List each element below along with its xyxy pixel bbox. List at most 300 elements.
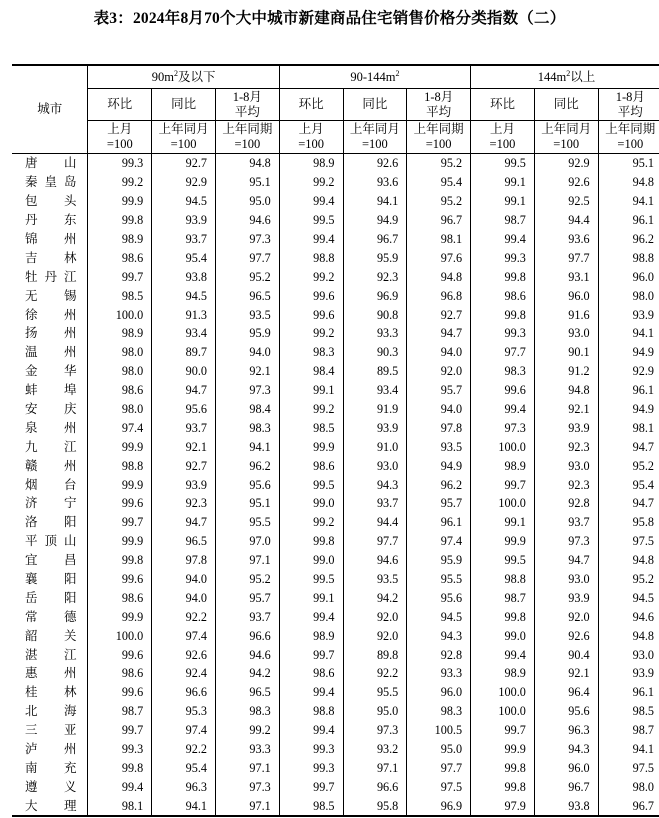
index-value-cell: 99.4: [279, 607, 343, 626]
index-value-cell: 94.3: [534, 740, 598, 759]
city-char: 东: [64, 212, 77, 228]
base-period-header: 上年同期 =100: [407, 121, 471, 154]
city-char: 徐: [25, 306, 38, 322]
index-value-cell: 96.7: [407, 211, 471, 230]
index-value-cell: 90.4: [534, 645, 598, 664]
table-row: [12, 154, 659, 173]
index-value-cell: 94.8: [215, 154, 279, 173]
index-value-cell: 99.0: [279, 494, 343, 513]
index-value-cell: 99.2: [279, 400, 343, 419]
city-char: [45, 211, 58, 229]
index-value-cell: 93.7: [152, 230, 216, 249]
city-char: 锡: [64, 287, 77, 303]
index-value-cell: 94.7: [152, 513, 216, 532]
index-value-cell: 99.3: [471, 324, 535, 343]
city-char: [45, 438, 58, 456]
index-value-cell: 94.7: [152, 381, 216, 400]
index-value-cell: 95.2: [598, 570, 659, 589]
city-cell: [12, 664, 88, 683]
city-char: [45, 230, 58, 248]
index-value-cell: 98.8: [279, 248, 343, 267]
table-row: [12, 532, 659, 551]
table-row: [12, 230, 659, 249]
city-cell: [12, 267, 88, 286]
city-char: 昌: [64, 552, 77, 568]
index-value-cell: 94.0: [152, 570, 216, 589]
city-char: [45, 627, 58, 645]
index-value-cell: 97.3: [343, 721, 407, 740]
index-value-cell: 92.8: [407, 645, 471, 664]
city-char: 江: [64, 646, 77, 662]
index-value-cell: 98.3: [215, 702, 279, 721]
city-char: 安: [25, 401, 38, 417]
index-value-cell: 96.0: [534, 286, 598, 305]
city-char: 江: [64, 268, 77, 284]
city-char: [45, 570, 58, 588]
index-value-cell: 93.5: [215, 305, 279, 324]
index-value-cell: 98.9: [88, 230, 152, 249]
index-value-cell: 96.3: [152, 777, 216, 796]
index-value-cell: 94.1: [598, 740, 659, 759]
index-value-cell: 95.0: [407, 740, 471, 759]
index-value-cell: 92.0: [343, 607, 407, 626]
index-value-cell: 97.1: [215, 551, 279, 570]
index-value-cell: 95.9: [407, 551, 471, 570]
index-value-cell: 95.4: [407, 173, 471, 192]
city-char: [45, 551, 58, 569]
city-cell: [12, 532, 88, 551]
index-value-cell: 94.0: [407, 343, 471, 362]
city-char: 州: [64, 344, 77, 360]
index-value-cell: 94.0: [407, 400, 471, 419]
city-char: 九: [25, 438, 38, 454]
metric-header: 环比: [471, 89, 535, 121]
metric-header: 同比: [534, 89, 598, 121]
index-value-cell: 92.1: [534, 400, 598, 419]
index-value-cell: 97.7: [343, 532, 407, 551]
index-value-cell: 94.7: [598, 494, 659, 513]
index-value-cell: 96.9: [343, 286, 407, 305]
index-value-cell: 96.9: [407, 796, 471, 816]
city-cell: [12, 400, 88, 419]
index-value-cell: 95.9: [215, 324, 279, 343]
metric-header: 1-8月 平均: [215, 89, 279, 121]
index-value-cell: 94.8: [407, 267, 471, 286]
index-value-cell: 93.9: [598, 305, 659, 324]
city-char: 惠: [25, 665, 38, 681]
index-value-cell: 98.0: [88, 343, 152, 362]
city-char: 泉: [25, 419, 38, 435]
index-value-cell: 98.5: [88, 286, 152, 305]
city-char: 三: [25, 722, 38, 738]
index-value-cell: 93.7: [343, 494, 407, 513]
city-cell: [12, 248, 88, 267]
index-value-cell: 99.7: [88, 267, 152, 286]
index-value-cell: 98.9: [279, 626, 343, 645]
index-value-cell: 95.1: [215, 494, 279, 513]
index-value-cell: 95.5: [407, 570, 471, 589]
index-value-cell: 99.7: [279, 777, 343, 796]
table-row: [12, 418, 659, 437]
city-char: 德: [64, 608, 77, 624]
index-value-cell: 99.0: [279, 551, 343, 570]
city-cell: [12, 418, 88, 437]
index-value-cell: 99.2: [88, 173, 152, 192]
city-char: 北: [25, 703, 38, 719]
index-value-cell: 93.1: [534, 267, 598, 286]
index-value-cell: 93.3: [343, 324, 407, 343]
index-value-cell: 97.8: [152, 551, 216, 570]
index-value-cell: 95.3: [152, 702, 216, 721]
city-char: 阳: [64, 514, 77, 530]
index-value-cell: 92.1: [152, 437, 216, 456]
index-value-cell: 99.8: [471, 267, 535, 286]
index-value-cell: 97.1: [215, 796, 279, 816]
table-row: [12, 588, 659, 607]
index-value-cell: 97.8: [407, 418, 471, 437]
city-char: 亚: [64, 722, 77, 738]
table-row: [12, 456, 659, 475]
index-value-cell: 93.5: [407, 437, 471, 456]
index-value-cell: 94.6: [215, 211, 279, 230]
index-value-cell: 94.2: [343, 588, 407, 607]
index-value-cell: 99.7: [471, 721, 535, 740]
index-value-cell: 94.6: [215, 645, 279, 664]
table-row: [12, 702, 659, 721]
city-char: 埠: [64, 382, 77, 398]
metric-header: 同比: [343, 89, 407, 121]
index-value-cell: 97.3: [471, 418, 535, 437]
index-value-cell: 100.0: [471, 683, 535, 702]
index-value-cell: 99.2: [279, 267, 343, 286]
index-value-cell: 99.2: [279, 324, 343, 343]
city-char: 理: [64, 797, 77, 813]
table-row: [12, 267, 659, 286]
index-value-cell: 99.5: [279, 211, 343, 230]
index-value-cell: 99.6: [88, 683, 152, 702]
city-char: 大: [25, 797, 38, 813]
city-char: 秦: [25, 174, 38, 190]
index-value-cell: 96.6: [343, 777, 407, 796]
index-value-cell: 98.7: [598, 721, 659, 740]
city-char: [45, 457, 58, 475]
index-value-cell: 97.7: [534, 248, 598, 267]
index-value-cell: 94.1: [598, 192, 659, 211]
index-value-cell: 93.9: [534, 418, 598, 437]
index-value-cell: 99.9: [88, 475, 152, 494]
table-row: [12, 437, 659, 456]
index-value-cell: 93.9: [343, 418, 407, 437]
city-cell: [12, 456, 88, 475]
index-value-cell: 98.0: [598, 286, 659, 305]
table-row: [12, 777, 659, 796]
index-value-cell: 97.7: [471, 343, 535, 362]
table-row: [12, 343, 659, 362]
index-value-cell: 96.1: [598, 381, 659, 400]
index-value-cell: 97.5: [407, 777, 471, 796]
index-value-cell: 99.3: [88, 154, 152, 173]
index-value-cell: 99.6: [88, 570, 152, 589]
index-value-cell: 99.9: [471, 532, 535, 551]
city-cell: [12, 570, 88, 589]
index-value-cell: 89.7: [152, 343, 216, 362]
index-value-cell: 97.1: [343, 759, 407, 778]
index-value-cell: 92.0: [534, 607, 598, 626]
index-value-cell: 99.1: [279, 588, 343, 607]
city-char: [45, 664, 58, 682]
index-value-cell: 94.9: [598, 400, 659, 419]
city-cell: [12, 740, 88, 759]
index-value-cell: 94.1: [152, 796, 216, 816]
metric-header: 1-8月 平均: [598, 89, 659, 121]
index-value-cell: 94.4: [534, 211, 598, 230]
index-value-cell: 95.6: [215, 475, 279, 494]
city-cell: [12, 362, 88, 381]
index-value-cell: 99.8: [88, 211, 152, 230]
city-cell: [12, 759, 88, 778]
index-value-cell: 94.7: [407, 324, 471, 343]
table-row: [12, 286, 659, 305]
index-value-cell: 92.8: [534, 494, 598, 513]
city-char: [45, 362, 58, 380]
index-value-cell: 92.6: [152, 645, 216, 664]
city-char: 州: [64, 665, 77, 681]
index-value-cell: 92.7: [152, 154, 216, 173]
city-char: [45, 646, 58, 664]
index-value-cell: 98.3: [279, 343, 343, 362]
city-char: 宜: [25, 552, 38, 568]
index-value-cell: 93.3: [407, 664, 471, 683]
city-cell: [12, 796, 88, 816]
city-char: 蚌: [25, 382, 38, 398]
city-char: 州: [64, 741, 77, 757]
index-value-cell: 96.0: [407, 683, 471, 702]
index-value-cell: 94.7: [534, 551, 598, 570]
city-char: 济: [25, 495, 38, 511]
index-value-cell: 93.8: [534, 796, 598, 816]
city-cell: [12, 173, 88, 192]
base-period-header: 上月 =100: [279, 121, 343, 154]
base-period-header: 上年同期 =100: [215, 121, 279, 154]
table-row: [12, 211, 659, 230]
city-char: [45, 494, 58, 512]
index-value-cell: 95.8: [598, 513, 659, 532]
index-value-cell: 98.6: [279, 664, 343, 683]
city-char: 丹: [25, 212, 38, 228]
index-value-cell: 97.3: [215, 777, 279, 796]
city-char: [45, 608, 58, 626]
index-value-cell: 97.1: [215, 759, 279, 778]
table-row: [12, 721, 659, 740]
city-cell: [12, 777, 88, 796]
index-value-cell: 92.0: [343, 626, 407, 645]
city-char: 州: [64, 457, 77, 473]
table-row: [12, 513, 659, 532]
city-char: 湛: [25, 646, 38, 662]
city-char: 无: [25, 287, 38, 303]
city-char: 山: [64, 533, 77, 549]
index-value-cell: 94.3: [343, 475, 407, 494]
index-value-cell: 98.4: [279, 362, 343, 381]
table-row: [12, 324, 659, 343]
index-value-cell: 98.4: [215, 400, 279, 419]
city-char: [45, 287, 58, 305]
city-char: 头: [64, 193, 77, 209]
index-value-cell: 92.0: [407, 362, 471, 381]
city-cell: [12, 494, 88, 513]
index-value-cell: 99.4: [471, 230, 535, 249]
index-value-cell: 99.4: [279, 721, 343, 740]
index-value-cell: 99.9: [88, 192, 152, 211]
city-cell: [12, 230, 88, 249]
index-value-cell: 98.6: [88, 248, 152, 267]
index-value-cell: 94.7: [598, 437, 659, 456]
index-value-cell: 97.4: [88, 418, 152, 437]
index-value-cell: 99.1: [471, 173, 535, 192]
index-value-cell: 97.7: [407, 759, 471, 778]
base-period-header: 上月 =100: [88, 121, 152, 154]
index-value-cell: 91.3: [152, 305, 216, 324]
index-value-cell: 98.8: [88, 456, 152, 475]
city-char: [45, 381, 58, 399]
index-value-cell: 100.0: [471, 437, 535, 456]
metric-header: 环比: [88, 89, 152, 121]
index-value-cell: 94.1: [598, 324, 659, 343]
index-value-cell: 95.1: [598, 154, 659, 173]
index-value-cell: 94.5: [598, 588, 659, 607]
table-row: [12, 400, 659, 419]
index-value-cell: 97.9: [471, 796, 535, 816]
index-value-cell: 99.1: [279, 381, 343, 400]
index-value-cell: 95.5: [215, 513, 279, 532]
city-char: 平: [25, 533, 38, 549]
index-value-cell: 99.7: [88, 513, 152, 532]
table-row: [12, 796, 659, 816]
index-value-cell: 99.3: [279, 740, 343, 759]
index-value-cell: 96.2: [407, 475, 471, 494]
index-value-cell: 100.5: [407, 721, 471, 740]
index-value-cell: 89.8: [343, 645, 407, 664]
index-value-cell: 93.7: [534, 513, 598, 532]
city-char: [45, 759, 58, 777]
city-char: 岛: [64, 174, 77, 190]
index-value-cell: 97.4: [407, 532, 471, 551]
city-char: 桂: [25, 684, 38, 700]
city-char: 南: [25, 759, 38, 775]
table-row: [12, 248, 659, 267]
index-value-cell: 93.5: [343, 570, 407, 589]
city-cell: [12, 324, 88, 343]
index-value-cell: 91.6: [534, 305, 598, 324]
table-row: [12, 381, 659, 400]
index-value-cell: 95.0: [215, 192, 279, 211]
index-value-cell: 92.3: [343, 267, 407, 286]
city-char: 泸: [25, 741, 38, 757]
city-cell: [12, 683, 88, 702]
index-value-cell: 98.6: [88, 664, 152, 683]
index-value-cell: 100.0: [471, 702, 535, 721]
index-value-cell: 96.1: [407, 513, 471, 532]
index-value-cell: 94.5: [152, 286, 216, 305]
index-value-cell: 100.0: [471, 494, 535, 513]
city-char: [45, 797, 58, 815]
index-value-cell: 89.5: [343, 362, 407, 381]
index-value-cell: 93.0: [598, 645, 659, 664]
index-value-cell: 99.5: [279, 475, 343, 494]
index-value-cell: 99.3: [279, 759, 343, 778]
city-char: 锦: [25, 231, 38, 246]
index-value-cell: 97.4: [152, 626, 216, 645]
city-char: 宁: [64, 495, 77, 511]
group-header-over-144: $144m^2$以上: [471, 65, 659, 89]
city-char: [45, 702, 58, 720]
index-value-cell: 99.9: [88, 532, 152, 551]
table-row: [12, 683, 659, 702]
index-value-cell: 99.4: [471, 400, 535, 419]
index-value-cell: 92.6: [534, 173, 598, 192]
index-value-cell: 95.7: [407, 381, 471, 400]
table-row: [12, 607, 659, 626]
city-char: 皇: [44, 174, 58, 190]
index-value-cell: 98.6: [88, 588, 152, 607]
index-value-cell: 93.0: [534, 456, 598, 475]
index-value-cell: 95.4: [152, 759, 216, 778]
index-value-cell: 95.7: [215, 588, 279, 607]
index-value-cell: 99.9: [88, 607, 152, 626]
base-period-header: 上年同月 =100: [152, 121, 216, 154]
index-value-cell: 98.3: [471, 362, 535, 381]
index-value-cell: 95.4: [598, 475, 659, 494]
index-value-cell: 94.0: [152, 588, 216, 607]
index-value-cell: 99.8: [88, 759, 152, 778]
city-char: [45, 778, 58, 796]
index-value-cell: 94.1: [215, 437, 279, 456]
city-char: [45, 513, 58, 531]
table-row: [12, 645, 659, 664]
index-value-cell: 96.6: [215, 626, 279, 645]
base-period-header: 上年同月 =100: [534, 121, 598, 154]
index-value-cell: 98.7: [471, 588, 535, 607]
index-value-cell: 99.6: [88, 494, 152, 513]
city-char: 丹: [44, 268, 58, 284]
index-value-cell: 99.5: [471, 551, 535, 570]
index-value-cell: 95.1: [215, 173, 279, 192]
index-value-cell: 97.7: [215, 248, 279, 267]
index-value-cell: 92.7: [407, 305, 471, 324]
index-value-cell: 95.6: [407, 588, 471, 607]
city-char: 江: [64, 438, 77, 454]
table-row: [12, 494, 659, 513]
city-cell: [12, 192, 88, 211]
index-value-cell: 99.4: [279, 230, 343, 249]
index-value-cell: 95.2: [215, 570, 279, 589]
index-value-cell: 97.3: [215, 230, 279, 249]
city-cell: [12, 588, 88, 607]
index-value-cell: 99.2: [279, 513, 343, 532]
metric-header: 环比: [279, 89, 343, 121]
city-cell: [12, 551, 88, 570]
index-value-cell: 96.6: [152, 683, 216, 702]
index-value-cell: 93.0: [343, 456, 407, 475]
city-char: [45, 419, 58, 437]
index-value-cell: 92.1: [215, 362, 279, 381]
city-char: 关: [64, 627, 77, 643]
index-value-cell: 98.6: [279, 456, 343, 475]
index-value-cell: 94.3: [407, 626, 471, 645]
city-char: 唐: [25, 155, 38, 171]
index-value-cell: 99.9: [279, 437, 343, 456]
table-row: [12, 173, 659, 192]
